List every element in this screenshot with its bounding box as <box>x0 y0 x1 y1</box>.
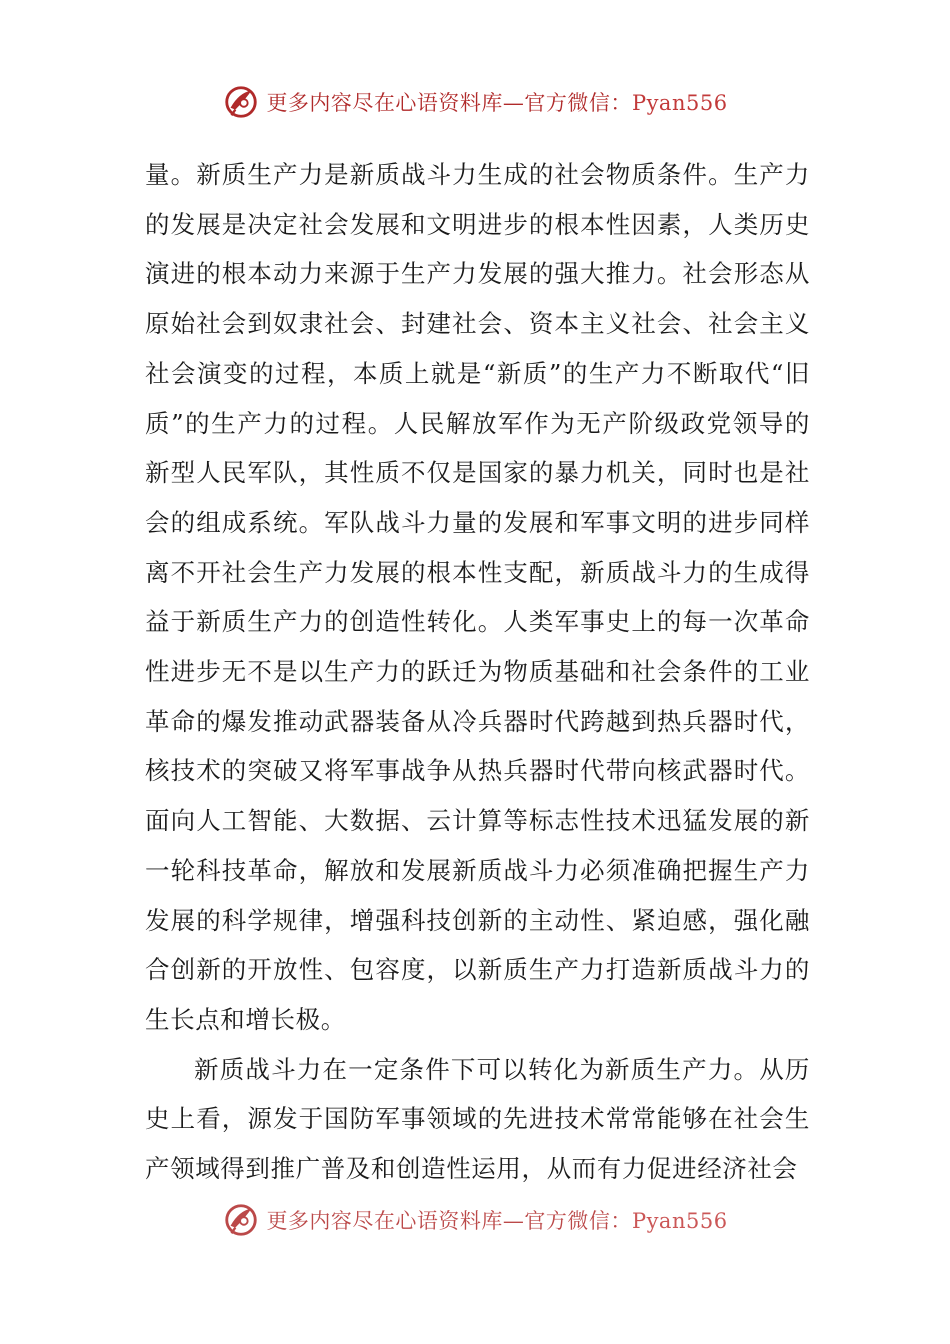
header-banner-label: 更多内容尽在心语资料库—官方微信： <box>266 91 632 115</box>
header-banner <box>0 82 950 122</box>
header-banner-text <box>266 87 727 117</box>
footer-wechat-id: Pyan556 <box>631 1209 728 1233</box>
header-wechat-id: Pyan556 <box>631 91 728 115</box>
paragraph-2: 新质战斗力在一定条件下可以转化为新质生产力。从历史上看，源发于国防军事领域的先进技术常常能够在社会生产领域得到推广普及和创造性运用，从而有力促进经济社会 <box>145 1054 810 1184</box>
library-logo-icon <box>222 83 260 121</box>
library-logo-icon <box>222 1201 260 1239</box>
footer-banner-text <box>266 1205 727 1235</box>
banner-inner <box>222 83 727 121</box>
footer-banner-label: 更多内容尽在心语资料库—官方微信： <box>266 1209 632 1233</box>
footer-banner <box>0 1200 950 1240</box>
document-body <box>145 150 810 1194</box>
paragraph-1: 量。新质生产力是新质战斗力生成的社会物质条件。生产力的发展是决定社会发展和文明进步的根本性因素，人类历史演进的根本动力来源于生产力发展的强大推力。社会形态从原始社会到奴隶社会、封建社会、资本主义社会、社会主义社会演变的过程，本质上就是“新质”的生产力不断取代“旧质”的生产力的过程。人民解放军作为无产阶级政党领导的新型人民军队，其性质不仅是国家的暴力机关，同时也是社会的组成系统。军队战斗力量的发展和军事文明的进步同样离不开社会生产力发展的根本性支配，新质战斗力的生成得益于新质生产力的创造性转化。人类军事史上的每一次革命性进步无不是以生产力的跃迁为物质基础和社会条件的工业革命的爆发推动武器装备从冷兵器时代跨越到热兵器时代，核技术的突破又将军事战争从热兵器时代带向核武器时代。面向人工智能、大数据、云计算等标志性技术迅猛发展的新一轮科技革命，解放和发展新质战斗力必须准确把握生产力发展的科学规律，增强科技创新的主动性、紧迫感，强化融合创新的开放性、包容度，以新质生产力打造新质战斗力的生长点和增长极。 <box>145 160 810 1034</box>
footer-banner-inner <box>222 1201 727 1239</box>
